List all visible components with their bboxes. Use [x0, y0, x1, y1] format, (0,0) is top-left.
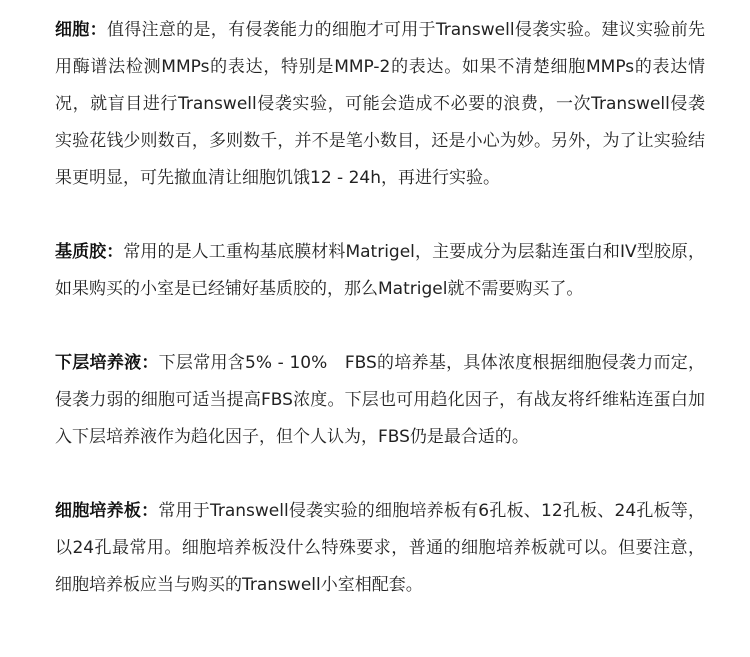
- term-cells: 细胞：: [55, 20, 107, 40]
- paragraph-culture-plate-text: 常用于Transwell侵袭实验的细胞培养板有6孔板、12孔板、24孔板等，以24孔最常用。细胞培养板没什么特殊要求，普通的细胞培养板就可以。但要注意，细胞培养板应当与购买的Transwell小室相配套。: [55, 501, 706, 595]
- paragraph-culture-plate: [55, 493, 705, 604]
- paragraph-lower-medium-text: 下层常用含5% - 10% FBS的培养基，具体浓度根据细胞侵袭力而定，侵袭力弱的细胞可适当提高FBS浓度。下层也可用趋化因子，有战友将纤维粘连蛋白加入下层培养液作为趋化因子，但个人认为，FBS仍是最合适的。: [55, 353, 705, 447]
- term-culture-plate: 细胞培养板：: [55, 501, 159, 521]
- paragraph-cells-text: 值得注意的是，有侵袭能力的细胞才可用于Transwell侵袭实验。建议实验前先用酶谱法检测MMPs的表达，特别是MMP-2的表达。如果不清楚细胞MMPs的表达情况，就盲目进行Transwell侵袭实验，可能会造成不必要的浪费，一次Transwell侵袭实验花钱少则数百，多则数千，并不是笔小数目，还是小心为妙。另外，为了让实验结果更明显，可先撤血清让细胞饥饿12 - 24h，再进行实验。: [55, 20, 706, 188]
- paragraph-lower-medium: [55, 345, 705, 456]
- term-lower-medium: 下层培养液：: [55, 353, 159, 373]
- paragraph-matrix-gel-text: 常用的是人工重构基底膜材料Matrigel，主要成分为层黏连蛋白和IV型胶原，如果购买的小室是已经铺好基质胶的，那么Matrigel就不需要购买了。: [55, 242, 705, 299]
- paragraph-cells: [55, 12, 705, 197]
- paragraph-matrix-gel: [55, 234, 705, 308]
- term-matrix-gel: 基质胶：: [55, 242, 124, 262]
- article-body: [55, 12, 705, 604]
